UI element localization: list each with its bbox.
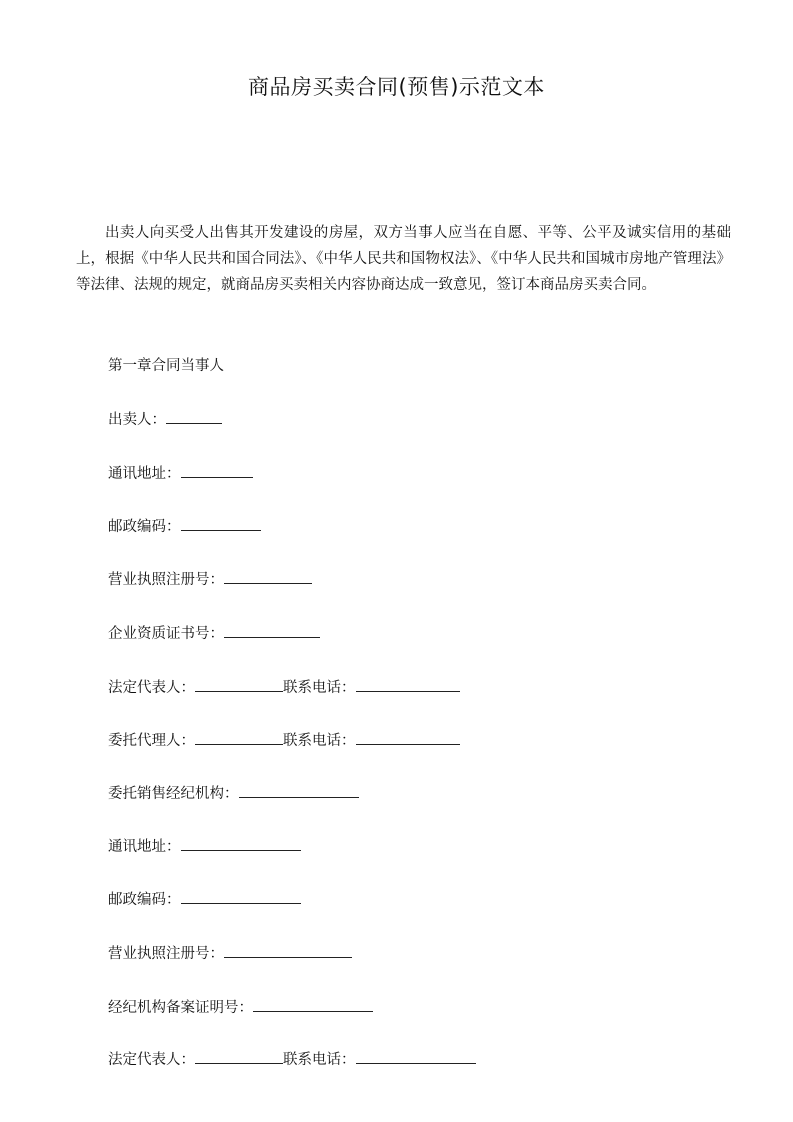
business-license-line-2 bbox=[108, 942, 352, 965]
entrusted-agent-line bbox=[108, 729, 460, 752]
phone-label: 联系电话： bbox=[283, 733, 356, 749]
sales-agency-line bbox=[108, 782, 359, 805]
business-license-blank[interactable] bbox=[224, 568, 312, 584]
phone-label: 联系电话： bbox=[283, 680, 356, 696]
address-line-1 bbox=[108, 462, 253, 485]
postcode-line-1 bbox=[108, 515, 261, 538]
postcode-line-2 bbox=[108, 888, 301, 911]
phone-label: 联系电话： bbox=[283, 1052, 356, 1068]
business-license-line-1 bbox=[108, 568, 312, 591]
page-title: 商品房买卖合同(预售)示范文本 bbox=[248, 75, 545, 99]
legal-rep-label: 法定代表人： bbox=[108, 680, 195, 696]
business-license-label: 营业执照注册号： bbox=[108, 572, 224, 588]
postcode-blank[interactable] bbox=[181, 888, 301, 904]
legal-rep-line-1 bbox=[108, 676, 460, 699]
address-blank[interactable] bbox=[181, 462, 253, 478]
phone-blank[interactable] bbox=[356, 1048, 476, 1064]
intro-paragraph: 出卖人向买受人出售其开发建设的房屋，双方当事人应当在自愿、平等、公平及诚实信用的基础上，根据《中华人民共和国合同法》、《中华人民共和国物权法》、《中华人民共和国城市房地产管理法》等法律、法规的规定，就商品房买卖相关内容协商达成一致意见，签订本商品房买卖合同。 bbox=[76, 225, 731, 293]
qualification-blank[interactable] bbox=[224, 622, 320, 638]
entrusted-agent-blank[interactable] bbox=[195, 729, 283, 745]
address-blank[interactable] bbox=[181, 835, 301, 851]
entrusted-agent-label: 委托代理人： bbox=[108, 733, 195, 749]
business-license-label: 营业执照注册号： bbox=[108, 946, 224, 962]
chapter-heading: 第一章合同当事人 bbox=[108, 358, 224, 374]
postcode-blank[interactable] bbox=[181, 515, 261, 531]
postcode-label: 邮政编码： bbox=[108, 892, 181, 908]
address-line-2 bbox=[108, 835, 301, 858]
agency-record-label: 经纪机构备案证明号： bbox=[108, 1000, 253, 1016]
legal-rep-blank[interactable] bbox=[195, 1048, 283, 1064]
postcode-label: 邮政编码： bbox=[108, 519, 181, 535]
qualification-label: 企业资质证书号： bbox=[108, 626, 224, 642]
business-license-blank[interactable] bbox=[224, 942, 352, 958]
phone-blank[interactable] bbox=[356, 729, 460, 745]
seller-line bbox=[108, 408, 222, 431]
sales-agency-blank[interactable] bbox=[239, 782, 359, 798]
seller-label: 出卖人： bbox=[108, 412, 166, 428]
legal-rep-blank[interactable] bbox=[195, 676, 283, 692]
legal-rep-label: 法定代表人： bbox=[108, 1052, 195, 1068]
legal-rep-line-2 bbox=[108, 1048, 476, 1071]
address-label: 通讯地址： bbox=[108, 839, 181, 855]
seller-blank[interactable] bbox=[166, 408, 222, 424]
address-label: 通讯地址： bbox=[108, 466, 181, 482]
sales-agency-label: 委托销售经纪机构： bbox=[108, 786, 239, 802]
qualification-line bbox=[108, 622, 320, 645]
agency-record-line bbox=[108, 996, 373, 1019]
agency-record-blank[interactable] bbox=[253, 996, 373, 1012]
phone-blank[interactable] bbox=[356, 676, 460, 692]
